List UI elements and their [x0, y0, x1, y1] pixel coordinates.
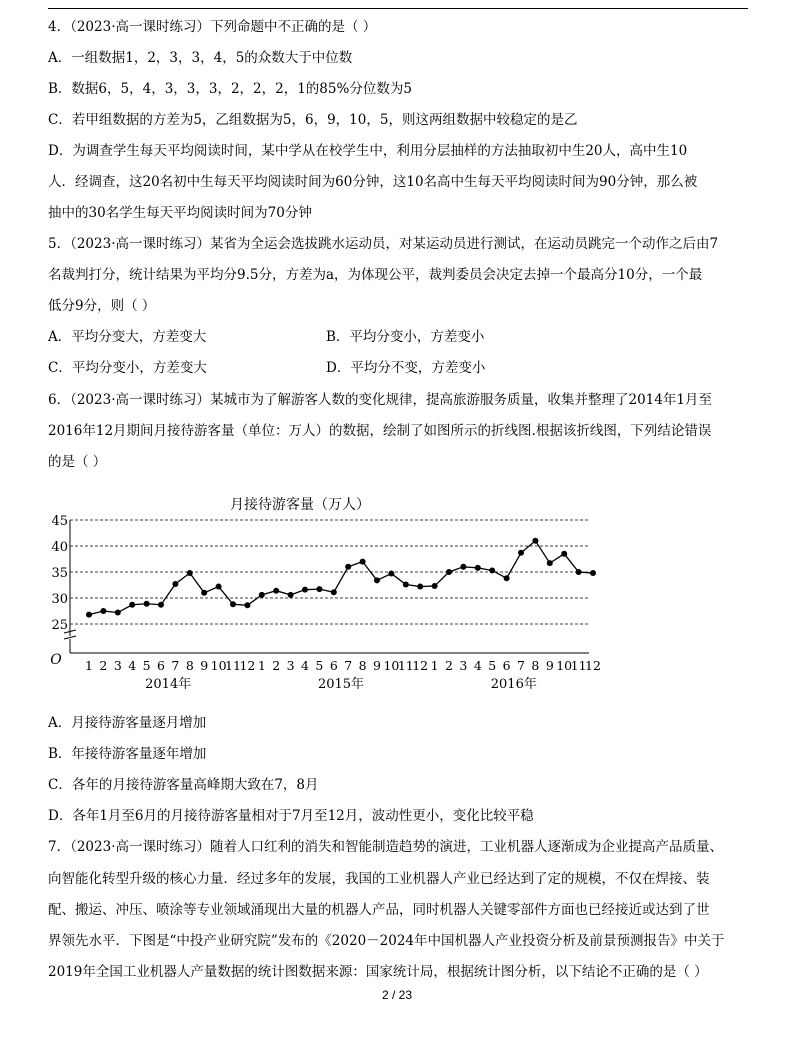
x-tick-label: 3 [113, 658, 122, 673]
origin-label: O [50, 652, 62, 668]
data-point [230, 601, 236, 607]
q7-line4: 界领先水平．下图是“中投产业研究院”发布的《2020－2024年中国机器人产业投资分析及前景预测报告》中关于 [48, 933, 725, 949]
chart-x-ticks [85, 658, 601, 673]
x-tick-label: 8 [531, 658, 540, 673]
x-tick-label: 8 [185, 658, 194, 673]
q7-line5: 2019年全国工业机器人产量数据的统计图数据来源：国家统计局，根据统计图分析，以下结论不正确的是（ ） [48, 964, 708, 980]
q5-stem-line3: 低分9分，则（ ） [48, 298, 156, 314]
data-point [129, 602, 135, 608]
x-tick-label: 9 [545, 658, 554, 673]
x-tick-label: 12 [239, 658, 256, 673]
q6-stem-line3: 的是（ ） [48, 454, 107, 470]
data-point [158, 602, 164, 608]
header-rule [48, 8, 748, 9]
x-tick-label: 5 [315, 658, 324, 673]
x-tick-label: 9 [373, 658, 381, 673]
data-point [561, 551, 567, 557]
q4-option-d-line1: D．为调查学生每天平均阅读时间，某中学从在校学生中，利用分层抽样的方法抽取初中生20人，高中生10 [48, 143, 688, 159]
q5-stem-line2: 名裁判打分，统计结果为平均分9.5分，方差为a，为体现公平，裁判委员会决定去掉一个最高分10分，一个最 [48, 267, 703, 283]
x-tick-label: 5 [488, 658, 497, 673]
x-tick-label: 9 [200, 658, 209, 673]
data-point [590, 570, 596, 576]
x-tick-label: 10 [556, 658, 573, 673]
data-point [489, 567, 495, 573]
x-tick-label: 12 [412, 658, 429, 673]
x-tick-label: 1 [257, 658, 266, 673]
data-point [316, 586, 322, 592]
data-point [172, 581, 178, 587]
series-line [89, 541, 593, 615]
x-tick-label: 4 [473, 658, 482, 673]
data-point [244, 602, 250, 608]
y-tick-label: 35 [51, 566, 68, 581]
data-point [273, 588, 279, 594]
year-label: 2016年 [490, 677, 537, 692]
data-point [504, 575, 510, 581]
chart-y-ticks [51, 514, 68, 633]
chart-axes [64, 520, 589, 653]
q4-option-c: C．若甲组数据的方差为5，乙组数据为5，6，9，10，5，则这两组数据中较稳定的是乙 [48, 112, 578, 128]
data-point [331, 589, 337, 595]
data-point [388, 571, 394, 577]
q5-option-c: C．平均分变小，方差变大 [48, 360, 207, 376]
q7-line3: 配、搬运、冲压、喷涂等专业领域涌现出大量的机器人产品，同时机器人关键零部件方面也已经接近或达到了世 [48, 902, 710, 918]
x-tick-label: 11 [397, 658, 414, 673]
x-tick-label: 12 [585, 658, 601, 673]
q4-option-d-line2: 人．经调查，这20名初中生每天平均阅读时间为60分钟，这10名高中生每天平均阅读时间为90分钟，那么被 [48, 174, 698, 190]
q5-option-d: D．平均分不变，方差变小 [326, 360, 486, 376]
x-tick-label: 11 [570, 658, 587, 673]
data-point [547, 560, 553, 566]
chart-title: 月接待游客量（万人） [230, 497, 370, 513]
q5-option-a: A．平均分变大，方差变大 [48, 329, 207, 345]
q4-option-d-line3: 抽中的30名学生每天平均阅读时间为70分钟 [48, 205, 312, 221]
year-label: 2014年 [145, 677, 192, 692]
data-point [86, 612, 92, 618]
x-tick-label: 2 [272, 658, 281, 673]
chart-year-labels [145, 676, 537, 692]
x-tick-label: 3 [286, 658, 295, 673]
data-point [576, 569, 582, 575]
x-tick-label: 7 [517, 658, 525, 673]
x-tick-label: 4 [301, 658, 309, 673]
data-point [475, 565, 481, 571]
x-tick-label: 1 [85, 658, 93, 673]
q6-option-d: D．各年1月至6月的月接待游客量相对于7月至12月，波动性更小，变化比较平稳 [48, 808, 534, 824]
x-tick-label: 6 [502, 658, 511, 673]
data-point [187, 570, 193, 576]
y-tick-label: 25 [51, 618, 68, 633]
q6-stem-line2: 2016年12月期间月接待游客量（单位：万人）的数据，绘制了如图所示的折线图.根据该折线图，下列结论错误 [48, 423, 712, 439]
q5-option-b: B．平均分变小，方差变小 [326, 329, 485, 345]
data-point [201, 590, 207, 596]
q7-line1: 7．（2023·高一课时练习）随着人口红利的消失和智能制造趋势的演进，工业机器人逐渐成为企业提高产品质量、 [48, 839, 723, 855]
x-tick-label: 4 [128, 658, 137, 673]
y-tick-label: 45 [51, 514, 68, 529]
data-point [259, 592, 265, 598]
x-tick-label: 11 [225, 658, 241, 673]
data-point [532, 538, 538, 544]
data-point [403, 581, 409, 587]
q4-option-b: B．数据6，5，4，3，3，3，2，2，2，1的85%分位数为5 [48, 81, 412, 97]
x-tick-label: 10 [210, 658, 227, 673]
data-point [518, 550, 524, 556]
x-tick-label: 10 [383, 658, 400, 673]
data-point [360, 559, 366, 565]
q6-option-c: C．各年的月接待游客量高峰期大致在7，8月 [48, 777, 319, 793]
y-tick-label: 30 [51, 592, 68, 607]
data-point [115, 610, 121, 616]
q7-line2: 向智能化转型升级的核心力量．经过多年的发展，我国的工业机器人产业已经达到了定的规模，不仅在焊接、装 [48, 871, 710, 887]
x-tick-label: 7 [171, 658, 180, 673]
x-tick-label: 7 [344, 658, 353, 673]
q6-option-a: A．月接待游客量逐月增加 [48, 715, 207, 731]
data-point [446, 569, 452, 575]
chart-points [86, 538, 596, 618]
q4-option-a: A．一组数据1，2，3，3，4，5的众数大于中位数 [48, 50, 353, 66]
data-point [288, 592, 294, 598]
data-point [100, 608, 106, 614]
data-point [417, 584, 423, 590]
data-point [460, 564, 466, 570]
q4-stem: 4．（2023·高一课时练习）下列命题中不正确的是（ ） [48, 19, 377, 35]
x-tick-label: 5 [142, 658, 151, 673]
data-point [374, 577, 380, 583]
x-tick-label: 2 [99, 658, 108, 673]
data-point [216, 584, 222, 590]
year-label: 2015年 [317, 677, 365, 692]
data-point [302, 587, 308, 593]
x-tick-label: 8 [358, 658, 367, 673]
data-point [144, 601, 150, 607]
x-tick-label: 6 [329, 658, 338, 673]
q6-option-b: B．年接待游客量逐年增加 [48, 746, 207, 762]
q6-stem-line1: 6．（2023·高一课时练习）某城市为了解游客人数的变化规律，提高旅游服务质量，收集并整理了2014年1月至 [48, 392, 712, 408]
x-tick-label: 3 [459, 658, 468, 673]
x-tick-label: 2 [445, 658, 453, 673]
data-point [432, 583, 438, 589]
chart-grid [70, 520, 589, 624]
y-tick-label: 40 [51, 540, 68, 555]
visitor-line-chart [44, 490, 604, 695]
page-number: 2 / 23 [381, 988, 413, 1002]
x-tick-label: 1 [430, 658, 439, 673]
data-point [345, 564, 351, 570]
q5-stem-line1: 5．（2023·高一课时练习）某省为全运会选拔跳水运动员，对某运动员进行测试，在运动员跳完一个动作之后由7 [48, 236, 719, 252]
x-tick-label: 6 [157, 658, 165, 673]
